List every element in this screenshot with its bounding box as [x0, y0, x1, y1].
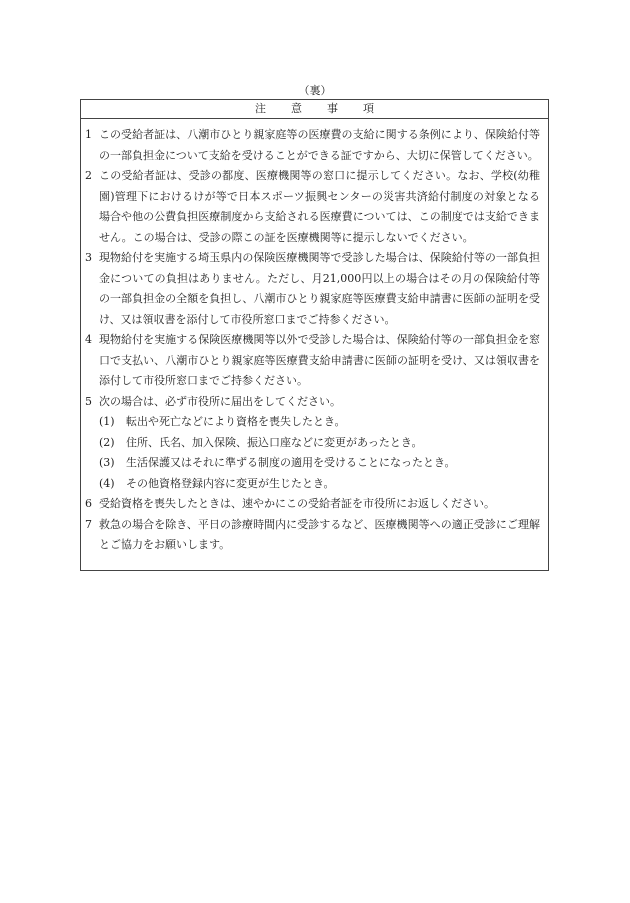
notice-subitem-number: (4) — [99, 476, 115, 490]
notice-item-number: 4 — [85, 333, 92, 346]
notice-item-number: 7 — [85, 517, 92, 531]
notice-subitem-number: (3) — [99, 456, 115, 469]
notice-item-number: 6 — [85, 497, 92, 510]
notice-subitem-text: その他資格登録内容に変更が生じたとき。 — [126, 476, 335, 490]
notice-item-text: この受給者証は、八潮市ひとり親家庭等の医療費の支給に関する条例により、保険給付等の一部負担金について支給を受けることができる証ですから、大切に保管してください。 — [99, 128, 540, 162]
notice-subitem-3 — [85, 453, 540, 474]
notice-item-3 — [85, 248, 540, 330]
notice-item-1 — [85, 125, 540, 166]
notice-box — [80, 99, 549, 571]
notice-item-text: 現物給付を実施する埼玉県内の保険医療機関等で受診した場合は、保険給付等の一部負担金についての負担はありません。ただし、月21,000円以上の場合はその月の保険給付等の一部負担金の全額を負担し、八潮市ひとり親家庭等医療費支給申請書に医師の証明を受け、又は領収書を添付して市役所窓口までご持参ください。 — [99, 251, 540, 326]
notice-item-7 — [85, 515, 540, 556]
notice-heading: 注意事項 — [81, 100, 548, 119]
notice-subitem-4 — [85, 474, 540, 495]
notice-subitem-2 — [85, 433, 540, 454]
notice-item-number: 3 — [85, 251, 92, 264]
notice-item-text: 受給資格を喪失したときは、速やかにこの受給者証を市役所にお返しください。 — [99, 497, 495, 510]
notice-subitem-number: (1) — [99, 415, 115, 428]
notice-subitem-1 — [85, 412, 540, 433]
notice-subitem-number: (2) — [99, 435, 115, 449]
notice-item-5 — [85, 392, 540, 413]
notice-item-text: この受給者証は、受診の都度、医療機関等の窓口に提示してください。なお、学校(幼稚園)管理下におけるけが等で日本スポーツ振興センターの災害共済給付制度の対象となる場合や他の公費負担医療制度から支給される医療費については、この制度では支給できません。この場合は、受診の際この証を医療機関等に提示しないでください。 — [99, 169, 540, 244]
notice-item-number: 5 — [85, 394, 92, 408]
notice-item-6 — [85, 494, 540, 515]
notice-item-text: 次の場合は、必ず市役所に届出をしてください。 — [99, 394, 341, 408]
notice-subitem-text: 住所、氏名、加入保険、振込口座などに変更があったとき。 — [126, 435, 423, 449]
notice-item-2 — [85, 166, 540, 248]
notice-item-text: 救急の場合を除き、平日の診療時間内に受診するなど、医療機関等への適正受診にご理解とご協力をお願いします。 — [99, 517, 540, 551]
notice-subitem-text: 転出や死亡などにより資格を喪失したとき。 — [126, 415, 346, 428]
notice-item-text: 現物給付を実施する保険医療機関等以外で受診した場合は、保険給付等の一部負担金を窓口で支払い、八潮市ひとり親家庭等医療費支給申請書に医師の証明を受け、又は領収書を添付して市役所窓口までご持参ください。 — [99, 333, 540, 387]
notice-item-number: 2 — [85, 169, 92, 182]
notice-list — [81, 119, 548, 556]
notice-subitem-text: 生活保護又はそれに準ずる制度の適用を受けることになったとき。 — [126, 456, 456, 469]
notice-item-number: 1 — [85, 128, 92, 141]
notice-item-4 — [85, 330, 540, 392]
page-side-label: （裏） — [298, 84, 332, 97]
